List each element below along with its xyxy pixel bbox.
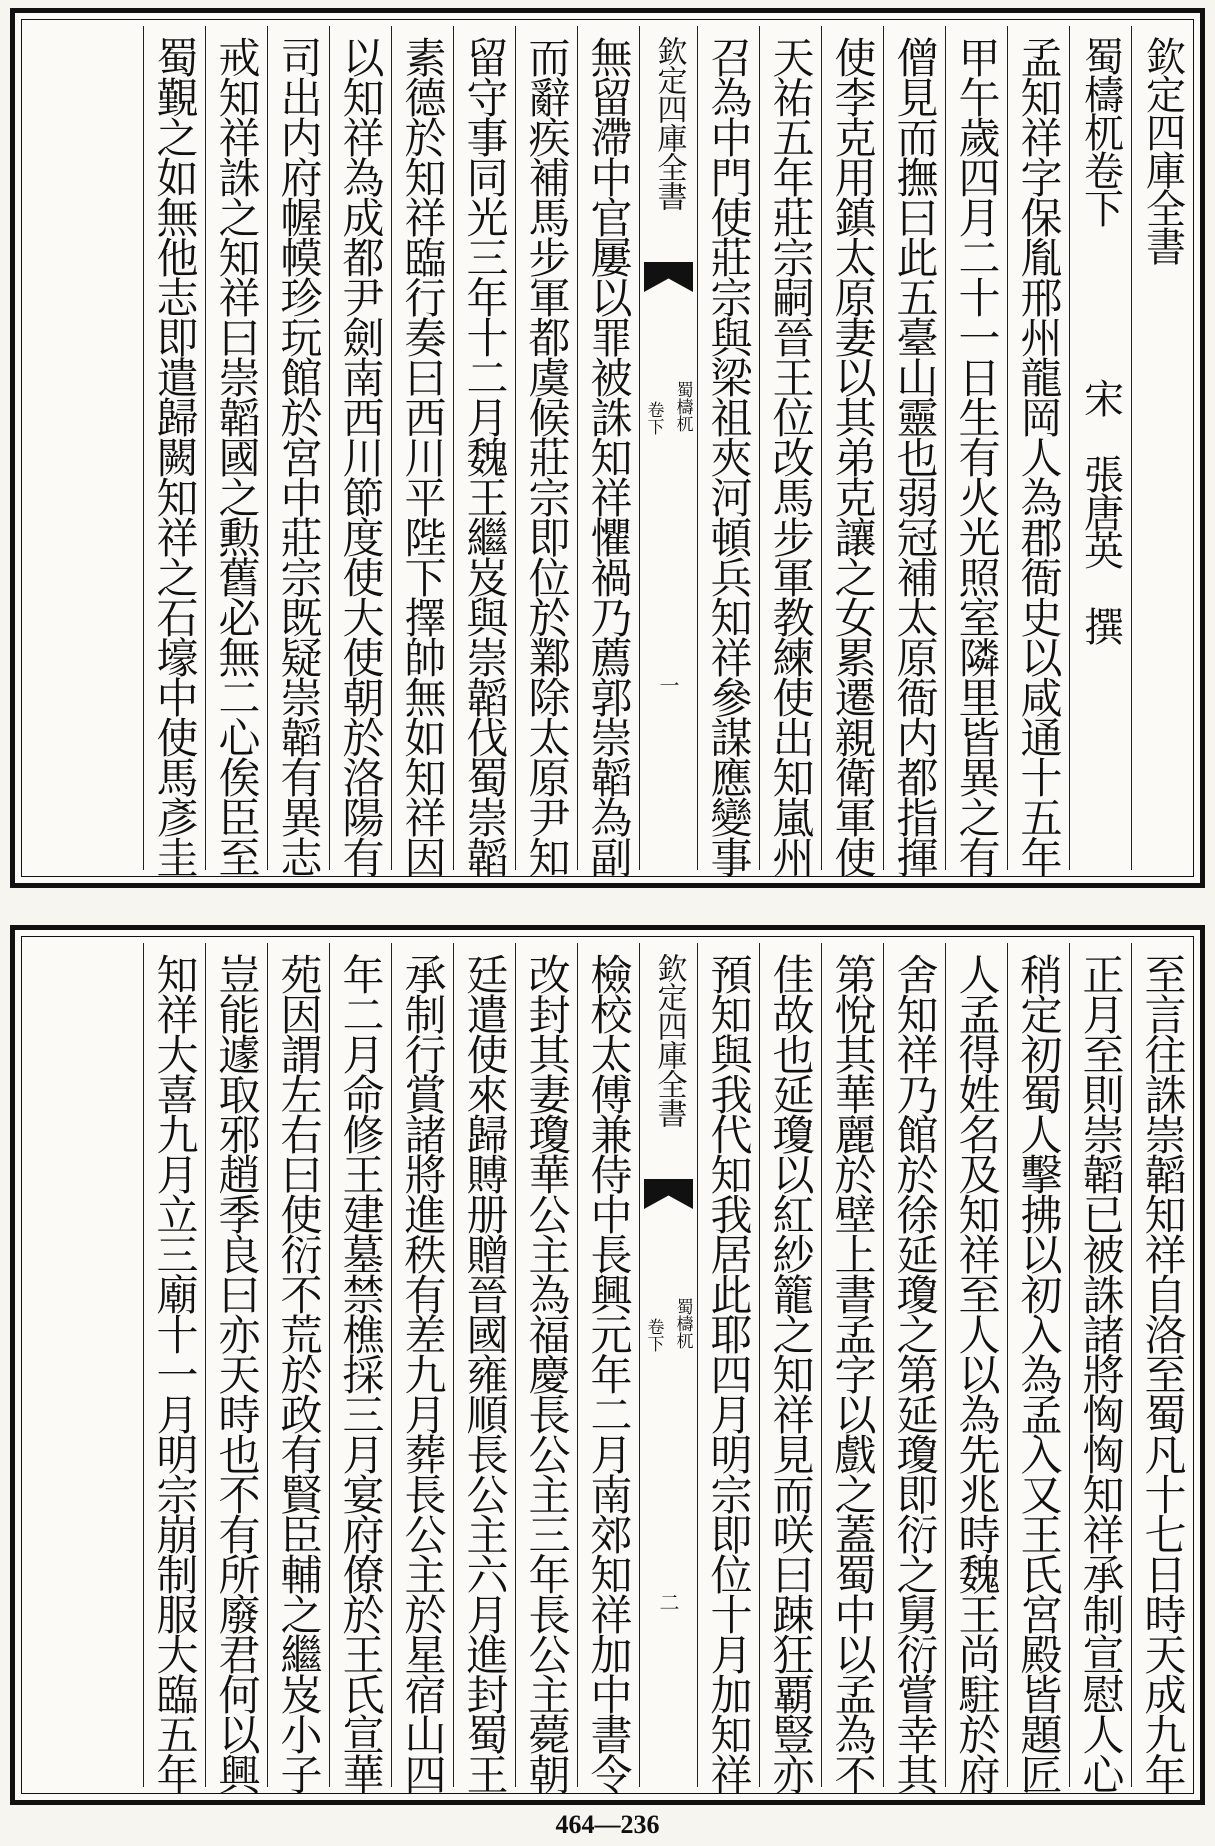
column-text: 豈能遽取邪趙季良曰亦天時也不有所廢君何以興 <box>212 953 262 1793</box>
column-text: 孟知祥字保胤邢州龍岡人為郡衙史以咸通十五年 <box>1014 36 1064 876</box>
text-column <box>205 26 267 876</box>
fold-volume: 卷下 <box>643 1318 664 1352</box>
top-page-frame <box>21 19 1194 877</box>
column-text: 預知與我代知我居此耶四月明宗即位十月加知祥 <box>704 953 754 1793</box>
column-text: 佳故也延瓊以紅紗籠之知祥見而咲曰踈狂覇豎亦 <box>766 953 816 1793</box>
column-text: 知祥大喜九月立三廟十一月明宗崩制服大臨五年 <box>150 953 200 1793</box>
text-column <box>453 943 515 1793</box>
text-column <box>267 943 329 1793</box>
page-footer-number: 464—236 <box>555 1810 660 1839</box>
bottom-page-frame <box>21 936 1194 1794</box>
text-column <box>577 943 639 1793</box>
text-column <box>883 26 945 876</box>
column-text: 無留滯中官屢以罪被誅知祥懼禍乃薦郭崇韜為副 <box>584 36 634 876</box>
column-text: 留守事同光三年十二月魏王繼岌與崇韜伐蜀崇韜 <box>460 36 510 876</box>
text-column <box>1131 943 1193 1793</box>
column-text: 至言往誅崇韜知祥自洛至蜀凡十七日時天成九年 <box>1138 953 1188 1793</box>
column-text: 第悅其華麗於壁上書孟字以戲之蓋蜀中以孟為不 <box>828 953 878 1793</box>
text-column <box>267 26 329 876</box>
text-column <box>759 26 821 876</box>
center-fold <box>639 943 697 1787</box>
fold-title: 欽定四庫全書 <box>651 36 687 210</box>
fold-title: 欽定四庫全書 <box>651 953 687 1127</box>
column-text: 素德於知祥臨行奏曰西川平陛下擇帥無如知祥因 <box>398 36 448 876</box>
column-text: 欽定四庫全書 <box>1139 36 1186 264</box>
text-column <box>329 943 391 1793</box>
bottom-page <box>10 925 1205 1805</box>
column-text: 使李克用鎮太原妻以其弟克讓之女累遷親衛軍使 <box>828 36 878 876</box>
text-column <box>391 26 453 876</box>
text-column <box>515 26 577 876</box>
column-text: 稍定初蜀人擊拂以初入為孟入又王氏宮殿皆題匠 <box>1014 953 1064 1793</box>
column-text: 甲午歲四月二十一日生有火光照室隣里皆異之有 <box>952 36 1002 876</box>
column-text: 蜀檮杌卷下 宋 張唐英 撰 <box>1077 36 1124 644</box>
text-column <box>821 26 883 876</box>
text-column <box>143 943 205 1793</box>
column-text: 而辭疾補馬步軍都虞候莊宗即位於鄴除太原尹知 <box>522 36 572 876</box>
column-text: 正月至則崇韜已被誅諸將恟恟知祥承制宣慰人心 <box>1076 953 1126 1793</box>
fold-page-number: 一 <box>656 675 680 695</box>
text-column <box>329 26 391 876</box>
column-text: 改封其妻瓊華公主為福慶長公主三年長公主薨朝 <box>522 953 572 1793</box>
column-text: 以知祥為成都尹劍南西川節度使大使朝於洛陽有 <box>336 36 386 876</box>
column-text: 年二月命修王建墓禁樵採三月宴府僚於王氏宣華 <box>336 953 386 1793</box>
column-text: 檢校太傅兼侍中長興元年二月南郊知祥加中書令 <box>584 953 634 1793</box>
column-text: 戒知祥誅之知祥曰崇韜國之勲舊必無二心俟臣至 <box>212 36 262 876</box>
text-column <box>759 943 821 1793</box>
fold-book-name: 蜀檮杌 <box>672 1298 693 1349</box>
text-column <box>453 26 515 876</box>
fold-page-number: 二 <box>656 1592 680 1612</box>
text-column <box>143 26 205 876</box>
fish-tail-mark-icon <box>644 1179 693 1209</box>
text-column <box>577 26 639 876</box>
fold-book-name: 蜀檮杌 <box>672 381 693 432</box>
chapter-heading-column <box>1069 26 1131 870</box>
column-text: 召為中門使莊宗與梁祖夾河頓兵知祥參謀應變事 <box>704 36 754 876</box>
top-page <box>10 8 1205 888</box>
column-text: 天祐五年莊宗嗣晉王位改馬步軍教練使出知嵐州 <box>766 36 816 876</box>
text-column <box>697 26 759 876</box>
text-column <box>697 943 759 1793</box>
column-text: 蜀覲之如無他志即遣歸闕知祥之石壕中使馬彥圭 <box>150 36 200 876</box>
text-column <box>1007 943 1069 1793</box>
center-fold <box>639 26 697 870</box>
text-column <box>205 943 267 1793</box>
text-column <box>945 26 1007 876</box>
column-text: 司出内府幄幙珍玩館於宮中莊宗既疑崇韜有異志 <box>274 36 324 876</box>
column-text: 廷遣使來歸賻册贈晉國雍順長公主六月進封蜀王 <box>460 953 510 1793</box>
fish-tail-mark-icon <box>644 262 693 292</box>
column-text: 承制行賞諸將進秩有差九月葬長公主於星宿山四 <box>398 953 448 1793</box>
text-column <box>1007 26 1069 876</box>
fold-volume: 卷下 <box>643 401 664 435</box>
book-title-column <box>1131 26 1193 870</box>
text-column <box>945 943 1007 1793</box>
text-column <box>515 943 577 1793</box>
column-text: 僧見而撫曰此五臺山靈也弱冠補太原衙内都指揮 <box>890 36 940 876</box>
text-column <box>1069 943 1131 1793</box>
column-text: 舍知祥乃館於徐延瓊之第延瓊即衍之舅衍嘗幸其 <box>890 953 940 1793</box>
text-column <box>883 943 945 1793</box>
text-column <box>821 943 883 1793</box>
text-column <box>391 943 453 1793</box>
column-text: 人孟得姓名及知祥至人以為先兆時魏王尚駐於府 <box>952 953 1002 1793</box>
column-text: 苑因謂左右曰使衍不荒於政有賢臣輔之繼岌小子 <box>274 953 324 1793</box>
